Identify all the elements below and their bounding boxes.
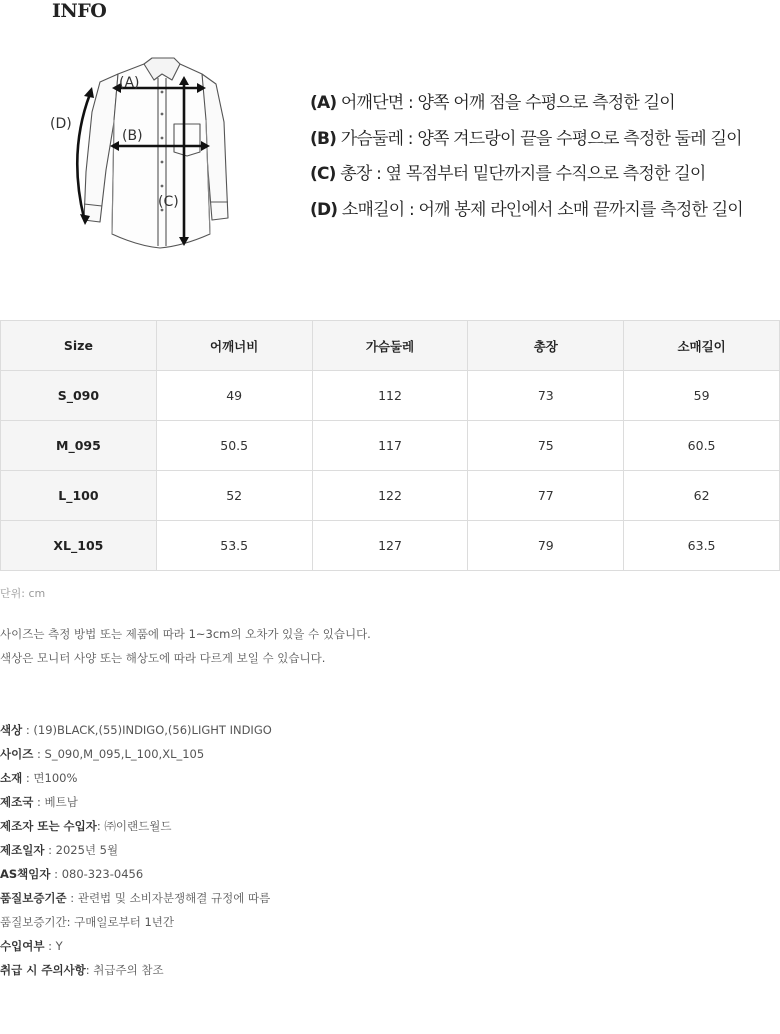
spec-manufacturer: 제조자 또는 수입자: ㈜이랜드월드 bbox=[0, 819, 172, 833]
spec-as-contact: AS책임자 : 080-323-0456 bbox=[0, 867, 144, 881]
size-cell: L_100 bbox=[1, 471, 157, 521]
legend-line-b: (B) 가슴둘레 : 양쪽 겨드랑이 끝을 수평으로 측정한 둘레 길이 bbox=[310, 128, 742, 149]
table-row bbox=[1, 421, 780, 471]
spec-material: 소재 : 면100% bbox=[0, 771, 78, 785]
header-chest: 가슴둘레 bbox=[312, 321, 468, 371]
note-line: 사이즈는 측정 방법 또는 제품에 따라 1~3cm의 오차가 있을 수 있습니다. bbox=[0, 627, 371, 641]
note-line: 색상은 모니터 사양 또는 해상도에 따라 다르게 보일 수 있습니다. bbox=[0, 651, 326, 665]
info-title: INFO bbox=[52, 0, 107, 22]
legend-line-c: (C) 총장 : 옆 목점부터 밑단까지를 수직으로 측정한 길이 bbox=[310, 164, 706, 184]
product-specs bbox=[0, 718, 272, 982]
length-cell: 79 bbox=[468, 521, 624, 571]
spec-country: 제조국 : 베트남 bbox=[0, 795, 78, 809]
size-cell: S_090 bbox=[1, 371, 157, 421]
sleeve-cell: 62 bbox=[624, 471, 780, 521]
measurement-legend bbox=[310, 86, 743, 228]
spec-care: 취급 시 주의사항: 취급주의 참조 bbox=[0, 963, 164, 977]
header-length: 총장 bbox=[468, 321, 624, 371]
unit-note: 단위: cm bbox=[0, 587, 46, 600]
label-a: (A) bbox=[119, 75, 140, 91]
spec-color: 색상 : (19)BLACK,(55)INDIGO,(56)LIGHT INDIGO bbox=[0, 723, 272, 737]
spec-warranty-standard: 품질보증기준 : 관련법 및 소비자분쟁해결 규정에 따름 bbox=[0, 891, 271, 905]
sleeve-cell: 63.5 bbox=[624, 521, 780, 571]
table-row bbox=[1, 521, 780, 571]
length-cell: 77 bbox=[468, 471, 624, 521]
header-shoulder: 어깨너비 bbox=[156, 321, 312, 371]
table-row bbox=[1, 371, 780, 421]
header-sleeve: 소매길이 bbox=[624, 321, 780, 371]
spec-warranty-period: 품질보증기간: 구매일로부터 1년간 bbox=[0, 915, 175, 929]
sleeve-cell: 60.5 bbox=[624, 421, 780, 471]
label-d: (D) bbox=[50, 116, 72, 132]
size-cell: M_095 bbox=[1, 421, 157, 471]
length-cell: 73 bbox=[468, 371, 624, 421]
size-table-header-row bbox=[1, 321, 780, 371]
length-cell: 75 bbox=[468, 421, 624, 471]
chest-cell: 117 bbox=[312, 421, 468, 471]
shirt-measurement-diagram bbox=[48, 52, 248, 262]
shoulder-cell: 50.5 bbox=[156, 421, 312, 471]
table-row bbox=[1, 471, 780, 521]
size-notes bbox=[0, 622, 371, 670]
chest-cell: 112 bbox=[312, 371, 468, 421]
sleeve-cell: 59 bbox=[624, 371, 780, 421]
chest-cell: 122 bbox=[312, 471, 468, 521]
spec-manufacture-date: 제조일자 : 2025년 5월 bbox=[0, 843, 119, 857]
chest-cell: 127 bbox=[312, 521, 468, 571]
shoulder-cell: 49 bbox=[156, 371, 312, 421]
spec-size: 사이즈 : S_090,M_095,L_100,XL_105 bbox=[0, 747, 205, 761]
header-size: Size bbox=[1, 321, 157, 371]
size-table bbox=[0, 320, 780, 571]
size-cell: XL_105 bbox=[1, 521, 157, 571]
label-b: (B) bbox=[122, 128, 143, 144]
legend-line-a: (A) 어깨단면 : 양쪽 어깨 점을 수평으로 측정한 길이 bbox=[310, 93, 675, 113]
label-c: (C) bbox=[158, 194, 179, 210]
shoulder-cell: 52 bbox=[156, 471, 312, 521]
legend-line-d: (D) 소매길이 : 어깨 봉제 라인에서 소매 끝까지를 측정한 길이 bbox=[310, 199, 743, 220]
spec-import: 수입여부 : Y bbox=[0, 939, 63, 953]
shoulder-cell: 53.5 bbox=[156, 521, 312, 571]
